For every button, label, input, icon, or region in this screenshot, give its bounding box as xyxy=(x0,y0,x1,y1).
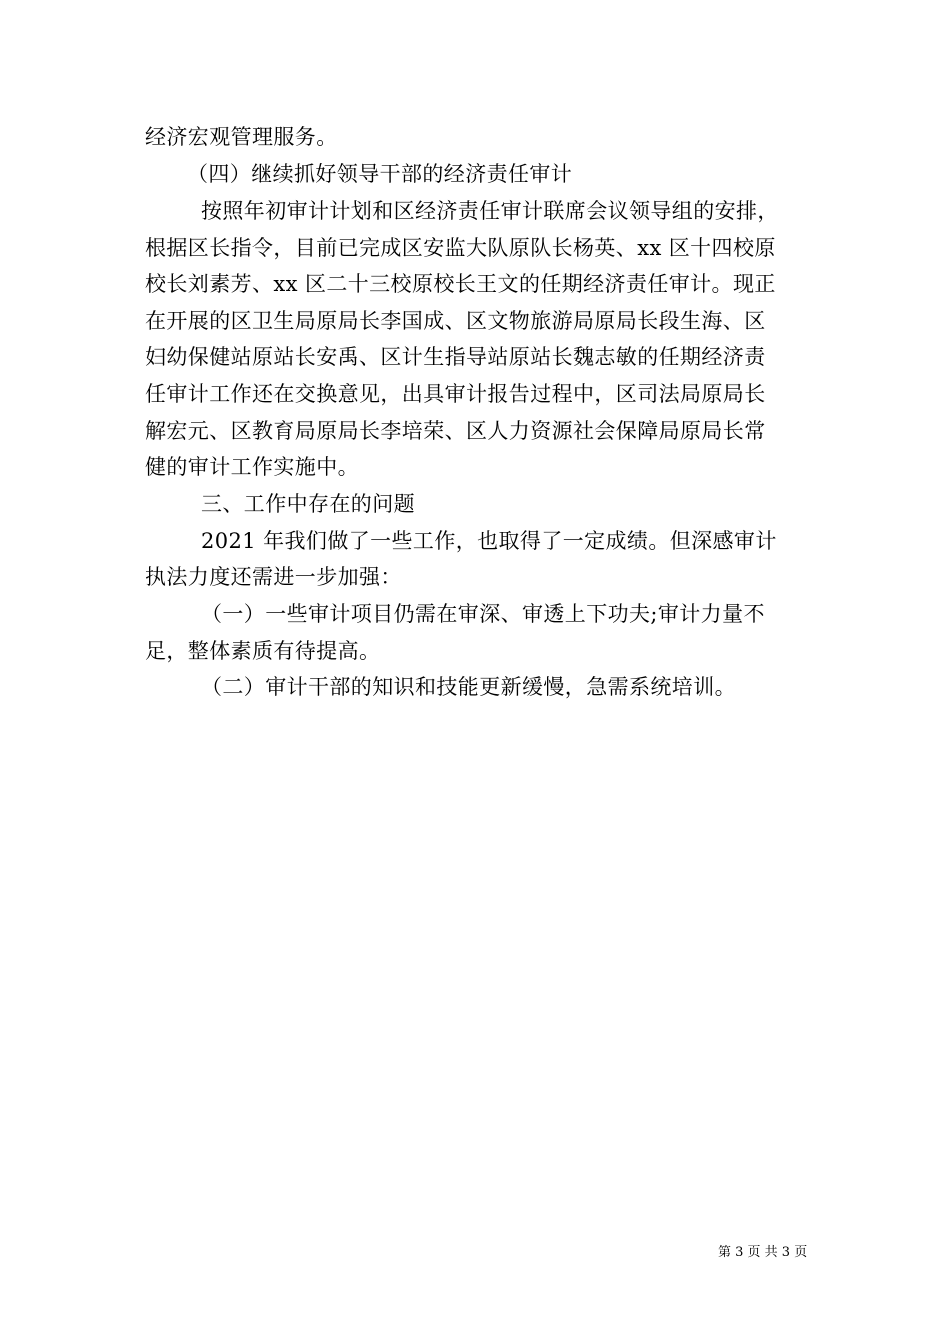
body-text-line: 经济宏观管理服务。 xyxy=(145,125,338,149)
body-text-line: 根据区长指令，目前已完成区安监大队原队长杨英、xx 区十四校原 xyxy=(145,236,776,260)
list-item-first-line: （一）一些审计项目仍需在审深、审透上下功夫;审计力量不 xyxy=(201,602,765,626)
list-item-first-line: （二）审计干部的知识和技能更新缓慢，急需系统培训。 xyxy=(201,675,736,699)
body-text-line: 执法力度还需进一步加强： xyxy=(145,565,402,589)
body-text-line: 校长刘素芳、xx 区二十三校原校长王文的任期经济责任审计。现正 xyxy=(145,272,776,296)
body-text-line: 足，整体素质有待提高。 xyxy=(145,639,381,663)
paragraph-first-line: 2021 年我们做了一些工作，也取得了一定成绩。但深感审计 xyxy=(201,529,777,553)
body-text-line: 任审计工作还在交换意见，出具审计报告过程中，区司法局原局长 xyxy=(145,382,766,406)
body-text-line: 在开展的区卫生局原局长李国成、区文物旅游局原局长段生海、区 xyxy=(145,309,766,333)
page-number-footer: 第 3 页 共 3 页 xyxy=(718,1245,808,1260)
section-heading: 三、工作中存在的问题 xyxy=(201,492,415,516)
body-text-line: 健的审计工作实施中。 xyxy=(145,455,359,479)
body-text-line: 妇幼保健站原站长安禹、区计生指导站原站长魏志敏的任期经济责 xyxy=(145,345,766,369)
section-heading: （四）继续抓好领导干部的经济责任审计 xyxy=(187,162,573,186)
body-text-line: 解宏元、区教育局原局长李培荣、区人力资源社会保障局原局长常 xyxy=(145,419,766,443)
paragraph-first-line: 按照年初审计计划和区经济责任审计联席会议领导组的安排， xyxy=(201,199,779,223)
